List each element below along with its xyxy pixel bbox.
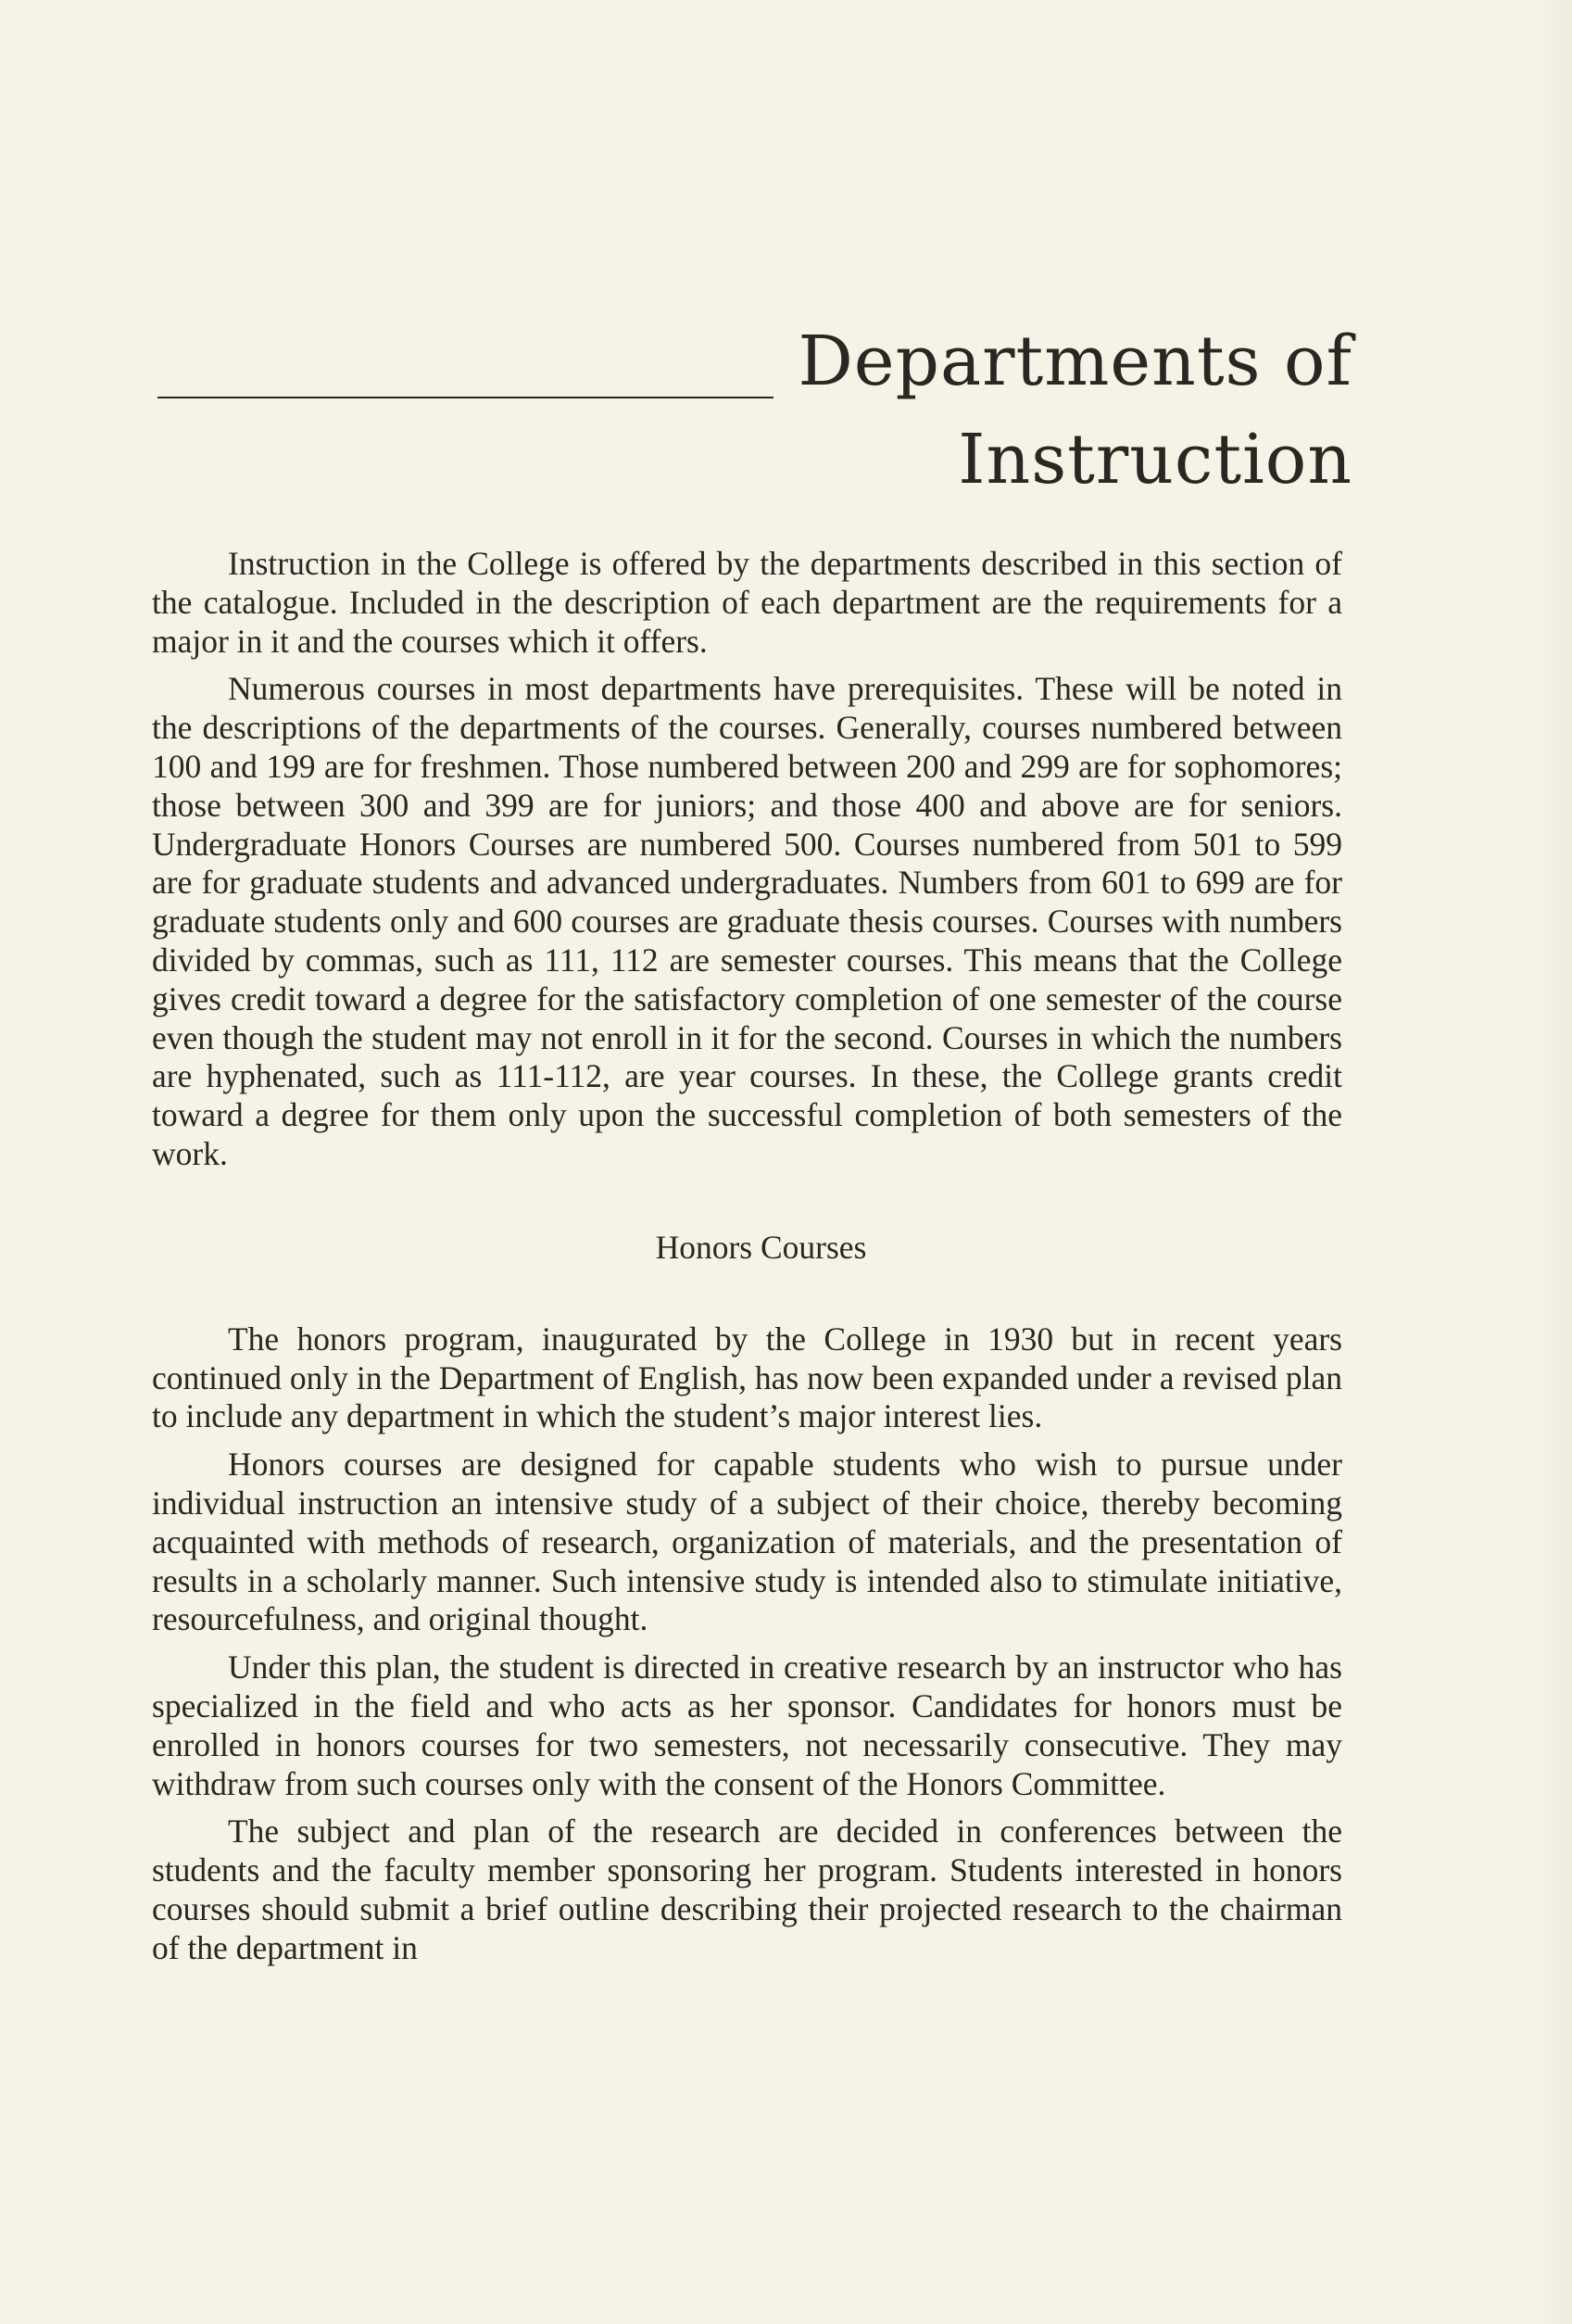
title-line-1: Departments of	[798, 322, 1352, 401]
honors-paragraph-1: The honors program, inaugurated by the College in 1930 but in recent years continued only in the Department of English, has now been expanded under a revised plan to include any department in which the student’s major interest lies.	[152, 1320, 1342, 1435]
title-line-2: Instruction	[958, 420, 1352, 499]
intro-paragraph-2: Numerous courses in most departments have prerequisites. These will be noted in the descriptions of the departments of the courses. Generally, courses numbered between 100 and 199 are for freshmen. Those numbered between 200 and 299 are for sophomores; those between 300 and 399 are for juniors; and those 400 and above are for seniors. Undergraduate Honors Courses are numbered 500. Courses numbered from 501 to 599 are for graduate students and advanced undergraduates. Numbers from 601 to 699 are for graduate students only and 600 courses are graduate thesis courses. Courses with numbers divided by commas, such as 111, 112 are semester courses. This means that the College gives credit toward a degree for the satisfactory completion of one semester of the course even though the student may not enroll in it for the second. Courses in which the numbers are hyphenated, such as 111-112, are year courses. In these, the College grants credit toward a degree for them only upon the successful completion of both semesters of the work.	[152, 670, 1342, 1172]
title-rule	[157, 397, 773, 398]
honors-paragraph-2: Honors courses are designed for capable students who wish to pursue under individual instruction an intensive study of a subject of their choice, thereby becoming acquainted with methods of research, organization of materials, and the presentation of results in a scholarly manner. Such intensive study is intended also to stimulate initiative, resourcefulness, and original thought.	[152, 1446, 1342, 1638]
honors-paragraph-3: Under this plan, the student is directed in creative research by an instructor who has specialized in the field and who acts as her sponsor. Candidates for honors must be enrolled in honors courses for two semesters, not necessarily consecutive. They may withdraw from such courses only with the consent of the Honors Committee.	[152, 1648, 1342, 1802]
intro-paragraph-1: Instruction in the College is offered by the departments described in this section of the catalogue. Included in the description of each department are the requirements for a major in it and the courses which it offers.	[152, 545, 1342, 660]
page-edge-shadow	[1539, 0, 1572, 2324]
page-title	[157, 315, 1352, 519]
body-text	[152, 545, 1342, 1968]
honors-heading: Honors Courses	[655, 1228, 867, 1266]
honors-paragraph-4: The subject and plan of the research are decided in conferences between the students and the faculty member sponsoring her program. Students interested in honors courses should submit a brief outline describing their projected research to the chairman of the department in	[152, 1812, 1342, 1966]
